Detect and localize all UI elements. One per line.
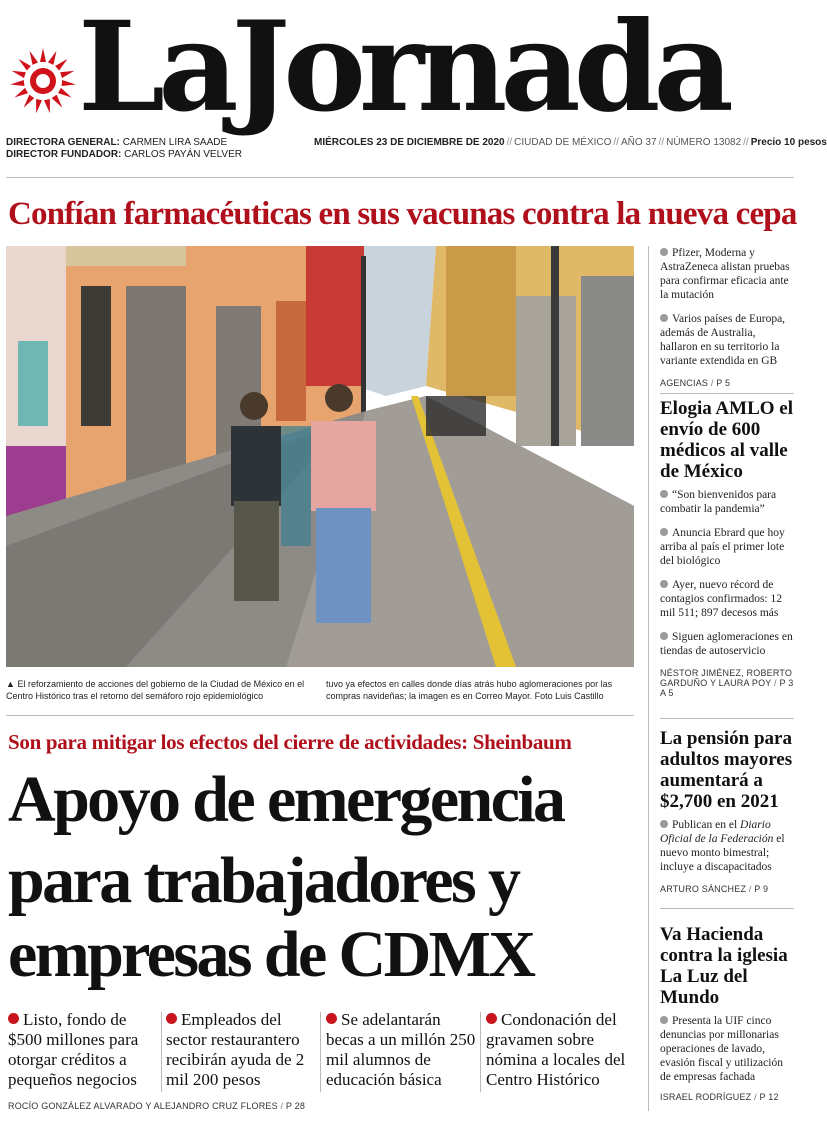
caption-left-text: El reforzamiento de acciones del gobierno de la Ciudad de México en el Centro Histórico tras el retorno del semáforo rojo epidemiológico: [6, 679, 305, 701]
bullet-dot-icon: [660, 632, 668, 640]
issue-city: CIUDAD DE MÉXICO: [514, 137, 612, 148]
sidebar-story-pension[interactable]: [660, 728, 794, 894]
bullet-red-dot-icon: [486, 1013, 497, 1024]
founder-label: DIRECTOR FUNDADOR:: [6, 149, 122, 160]
masthead-divider: [6, 177, 794, 178]
main-subhead: Condonación del gravamen sobre nómina a locales del Centro Histórico: [486, 1010, 626, 1089]
bullet-red-dot-icon: [8, 1013, 19, 1024]
bullet-dot-icon: [660, 248, 668, 256]
main-kicker: Son para mitigar los efectos del cierre de actividades: Sheinbaum: [8, 730, 572, 754]
sidebar-bullet: “Son bienvenidos para combatir la pandemia”: [660, 489, 777, 515]
photo-caption-right: [326, 678, 634, 702]
top-headline[interactable]: Confían farmacéuticas en sus vacunas contra la nueva cepa: [8, 196, 797, 232]
top-story-credit: AGENCIAS / P 5: [660, 378, 731, 388]
bullet-dot-icon: [660, 820, 668, 828]
bullet-dot-icon: [660, 528, 668, 536]
sidebar-top-bullets: [660, 246, 794, 388]
main-subhead: Empleados del sector restaurantero recibirán ayuda de 2 mil 200 pesos: [166, 1010, 305, 1089]
main-headline-line-1[interactable]: Apoyo de emergencia: [8, 763, 564, 836]
bullet-red-dot-icon: [166, 1013, 177, 1024]
issue-year: AÑO 37: [620, 137, 657, 148]
issue-price: Precio 10 pesos: [750, 137, 827, 148]
amlo-story-credit: NÉSTOR JIMÉNEZ, ROBERTO GARDUÑO Y LAURA POY / P 3 A 5: [660, 668, 794, 698]
founder-name: CARLOS PAYÁN VELVER: [124, 149, 242, 160]
sidebar-headline-amlo[interactable]: Elogia AMLO el envío de 600 médicos al valle de México: [660, 398, 793, 482]
section-divider: [6, 715, 634, 716]
sidebar-bullet: Publican en el Diario Oficial de la Federación el nuevo monto bimestral; incluye a discapacitados: [660, 819, 785, 873]
bullet-dot-icon: [660, 580, 668, 588]
main-subhead: Se adelantarán becas a un millón 250 mil alumnos de educación básica: [326, 1010, 476, 1089]
director-general-name: CARMEN LIRA SAADE: [122, 137, 228, 148]
sidebar-bullet: Presenta la UIF cinco denuncias por millonarias operaciones de lavado, evasión fiscal y utilización de empresas fachada: [660, 1015, 783, 1083]
sidebar-story-amlo[interactable]: [660, 398, 794, 698]
subhead-divider: [480, 1012, 481, 1092]
street-photo[interactable]: [6, 246, 634, 667]
sidebar-bullet: Varios países de Europa, además de Australia, hallaron en su territorio la variante extendida en GB: [660, 313, 786, 367]
main-headline-line-3[interactable]: empresas de CDMX: [8, 918, 534, 991]
main-story-credit: ROCÍO GONZÁLEZ ALVARADO Y ALEJANDRO CRUZ FLORES / P 28: [8, 1101, 306, 1111]
caption-triangle-icon: ▲: [6, 679, 15, 689]
sidebar-rule: [660, 908, 794, 909]
bullet-red-dot-icon: [326, 1013, 337, 1024]
dateline: MIÉRCOLES 23 DE DICIEMBRE DE 2020 // CIUDAD DE MÉXICO // AÑO 37 // NÚMERO 13082 // Precio 10 pesos: [314, 137, 827, 148]
caption-right-text: tuvo ya efectos en calles donde días atrás hubo aglomeraciones por las compras navideñas; la imagen es en Correo Mayor.: [326, 679, 613, 701]
sidebar-divider: [648, 246, 649, 1111]
masthead-credits: [6, 137, 242, 161]
pension-story-credit: ARTURO SÁNCHEZ / P 9: [660, 884, 769, 894]
main-headline-line-2[interactable]: para trabajadores y: [8, 844, 519, 917]
masthead-title: LaJornada: [78, 0, 727, 140]
bullet-dot-icon: [660, 490, 668, 498]
subhead-divider: [161, 1012, 162, 1092]
sidebar-headline-hacienda[interactable]: Va Hacienda contra la iglesia La Luz del Mundo: [660, 924, 788, 1008]
photo-caption-left: [6, 678, 316, 702]
sidebar-bullet: Siguen aglomeraciones en tiendas de autoservicio: [660, 631, 793, 657]
issue-date: MIÉRCOLES 23 DE DICIEMBRE DE 2020: [314, 137, 505, 148]
sidebar-bullet: Anuncia Ebrard que hoy arriba al país el primer lote del biológico: [660, 527, 785, 567]
sidebar-story-hacienda[interactable]: [660, 924, 794, 1102]
main-subhead: Listo, fondo de $500 millones para otorgar créditos a pequeños negocios: [8, 1010, 139, 1089]
subhead-divider: [320, 1012, 321, 1092]
sidebar-bullet: Pfizer, Moderna y AstraZeneca alistan pruebas para confirmar eficacia ante la mutación: [660, 247, 790, 301]
hacienda-story-credit: ISRAEL RODRÍGUEZ / P 12: [660, 1092, 779, 1102]
bullet-dot-icon: [660, 1016, 668, 1024]
sidebar-rule: [660, 393, 794, 394]
sidebar-bullet: Ayer, nuevo récord de contagios confirmados: 12 mil 511; 897 decesos más: [660, 579, 783, 619]
bullet-dot-icon: [660, 314, 668, 322]
sidebar-headline-pension[interactable]: La pensión para adultos mayores aumentará a $2,700 en 2021: [660, 728, 793, 812]
issue-number: NÚMERO 13082: [666, 137, 742, 148]
sidebar-rule: [660, 718, 794, 719]
photo-credit: Foto Luis Castillo: [534, 691, 604, 701]
la-jornada-sun-logo-icon: [8, 46, 78, 116]
director-general-label: DIRECTORA GENERAL:: [6, 137, 120, 148]
